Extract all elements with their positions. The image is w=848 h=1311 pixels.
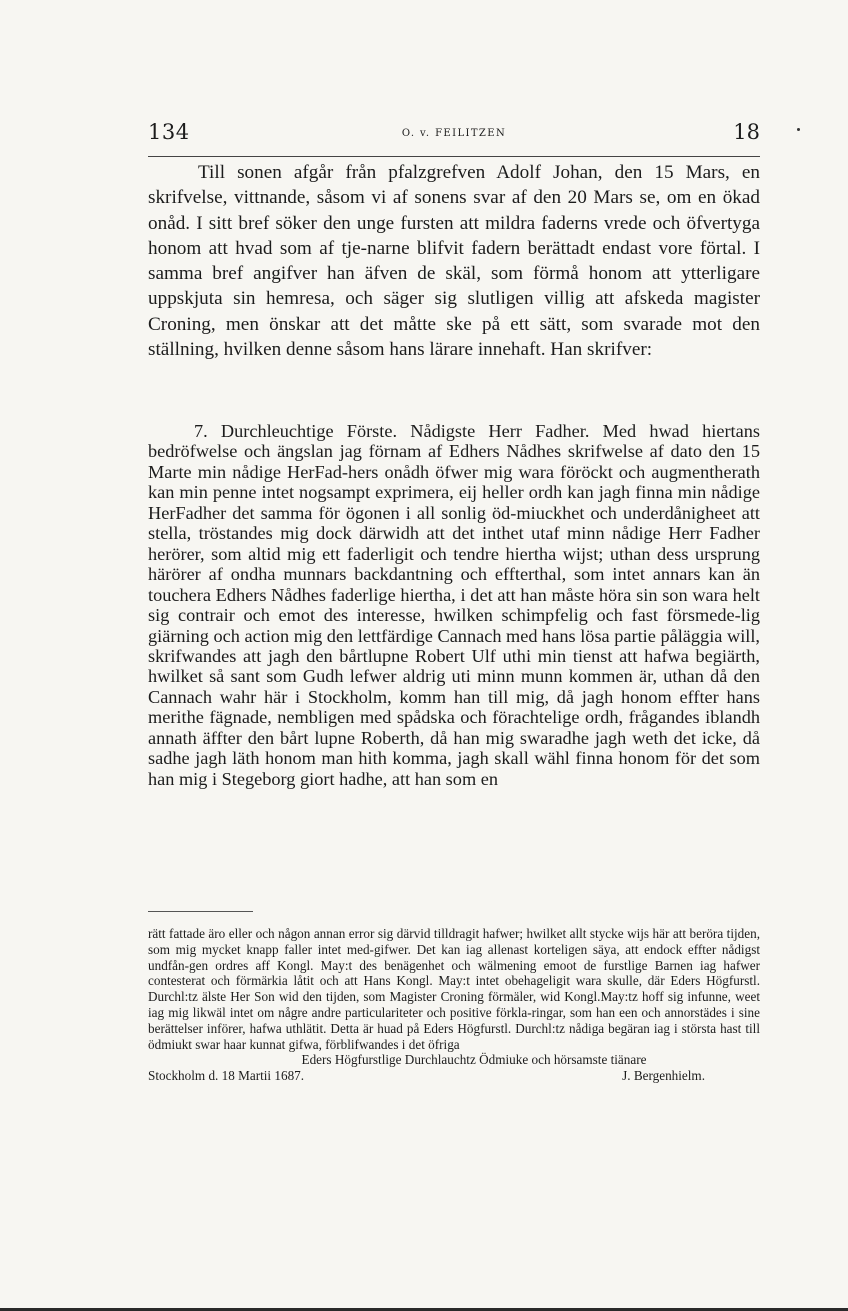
footnote-signature-line — [148, 1068, 760, 1084]
place-date: Stockholm d. 18 Martii 1687. — [148, 1068, 305, 1084]
section-number: 18 — [733, 120, 760, 144]
footnote-text: rätt fattade äro eller och någon annan error sig därvid tilldragit hafwer; hwilket allt stycke wijs här att beröra tijden, som mig mycket knapp faller intet med-gifwer. Det kan iag allenast korteligen säya, att endock effter nådigst undfån-gen ordres aff Kongl. May:t des benägenhet och wälmening emoot de furstlige Barnen iag hafwer contesterat och förmärkia låtit och att Hans Kongl. May:t intet obehageligit wara skulle, där Eders Högfurstl. Durchl:tz älste Her Son wid den tijden, som Magister Croning förmäler, wid Kongl.May:tz hoff sig infunne, weet iag mig likwäl intet om någre andre particulariteter och positive förkla-ringar, som han een och annorstädes i sine berättelser införer, hafwa uthlätit. Detta är huad på Eders Högfurstl. Durchl:tz nådiga begäran iag i största hast till ödmiukt swar haar kunnat gifwa, förblifwandes i det öfriga — [148, 926, 760, 1052]
header-rule — [148, 156, 760, 157]
running-head: O. v. FEILITZEN — [401, 128, 507, 139]
signature: J. Bergenhielm. — [622, 1068, 705, 1084]
footnote-closing: Eders Högfurstlige Durchlauchtz Ödmiuke och hörsamste tiänare — [301, 1052, 647, 1068]
body-text — [148, 160, 760, 362]
letter-quotation: 7. Durchleuchtige Förste. Nådigste Herr Fadher. Med hwad hiertans bedröfwelse och ängslan jag förnam af Edhers Nådhes skrifwelse af dato den 15 Marte min nådige HerFad-hers onådh öfwer mig wara föröckt och augmentherath kan min penne intet nogsampt exprimera, eij heller ordh kan jagh finna min nådige HerFadher det samma för ögonen i all sonlig öd-miuckhet och underdånigheet att stella, tröstandes mig dock därwidh att det inthet utaf minn nådige Herr Fadher herörer, som altid mig ett faderligit och tendre hiertha wijst; uthan dess ursprung härörer af ondha munnars backdantning och effterthal, som intet annars kan än touchera Edhers Nådhes faderlige hiertha, i det att han måste höra sin son wara helt sig contrair och emot des interesse, hwilken schimpfelig och fast försmede-lig giärning och action mig den lettfärdige Cannach med hans lösa partie påläggia will, skrifwandes att jagh den bårtlupne Robert Ulf uthi min tienst att hafwa begiärth, hwilket så sant som Gudh lefwer aldrig uti minn munn kommen är, uthan då den Cannach wahr här i Stockholm, komm han till mig, då jagh honom effter hans merithe fägnade, nembligen med spådska och förachtelige ordh, frågandes iblandh annath äffter den bårt lupne Roberth, då han mig swaradhe jagh weth det icke, då sadhe jagh läth honom man hith komma, jagh skall wähl finna honom för det som han mig i Stegeborg giort hadhe, att han som en — [148, 421, 760, 789]
margin-dot — [797, 128, 800, 131]
footnote — [148, 926, 760, 1084]
footnote-rule — [148, 911, 253, 912]
page-number: 134 — [148, 120, 190, 144]
page-header — [148, 120, 760, 148]
body-paragraph: Till sonen afgår från pfalzgrefven Adolf Johan, den 15 Mars, en skrifvelse, vittnande, såsom vi af sonens svar af den 20 Mars se, om en ökad onåd. I sitt bref söker den unge fursten att mildra faderns vrede och öfvertyga honom att hvad som af tje-narne blifvit fadern berättadt endast vore förtal. I samma bref angifver han äfven de skäl, som förmå honom att ytterligare uppskjuta sin hemresa, och säger sig slutligen villig att afskeda magister Croning, men önskar att det måtte ske på ett sätt, som svarade mot den ställning, hvilken denne såsom hans lärare innehaft. Han skrifver: — [148, 162, 760, 361]
